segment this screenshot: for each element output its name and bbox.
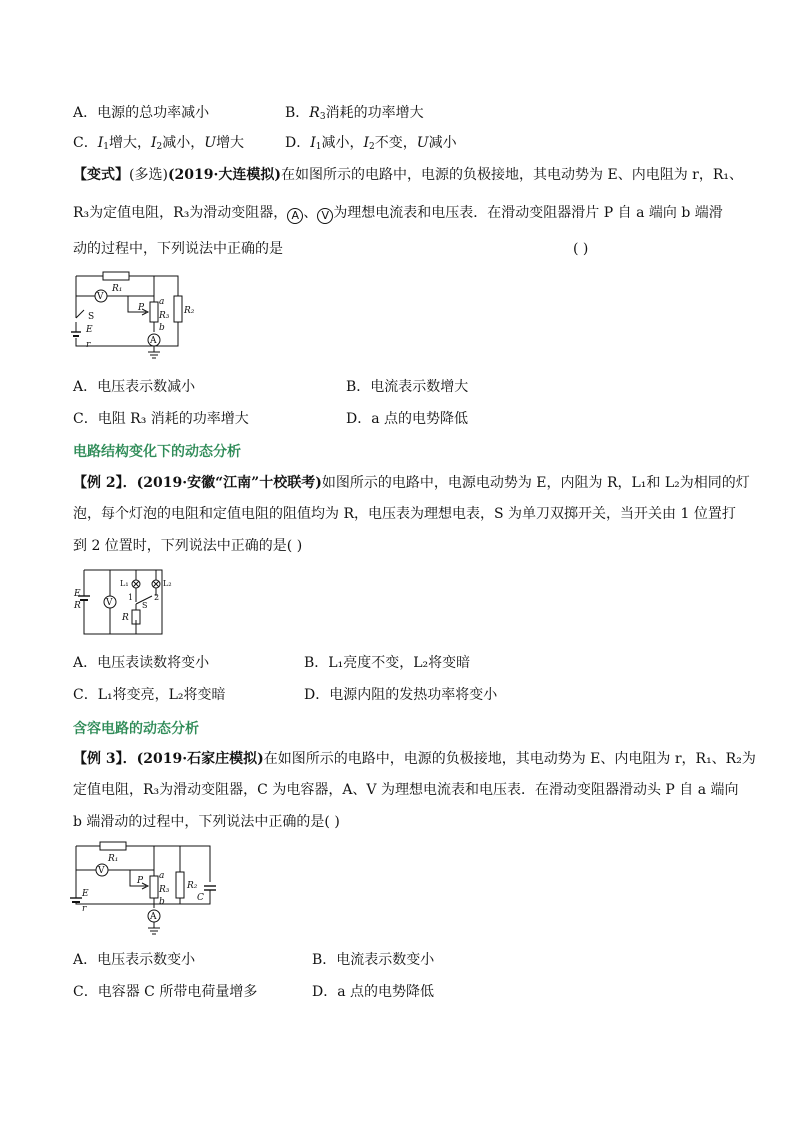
q1-option-a: A．电源的总功率减小 bbox=[73, 105, 210, 121]
r1-label: R₁ bbox=[108, 854, 119, 864]
slider-p-label: P bbox=[138, 303, 145, 313]
voltmeter-label: V bbox=[97, 292, 104, 302]
point-b-label: b bbox=[159, 323, 165, 333]
switch-s-label: S bbox=[88, 312, 95, 322]
point-a-label: a bbox=[159, 297, 165, 307]
section-heading-structure-change: 电路结构变化下的动态分析 bbox=[73, 444, 241, 460]
example3-option-c: C．电容器 C 所带电荷量增多 bbox=[73, 984, 258, 1000]
r1-label: R₁ bbox=[112, 284, 123, 294]
switch-pos-2-label: 2 bbox=[154, 593, 160, 602]
variant-option-b: B．电流表示数增大 bbox=[346, 379, 469, 395]
q1-option-c: C．$I_1$增大，$I_2$减小，U增大 bbox=[73, 135, 245, 152]
example3-option-a: A．电压表示数变小 bbox=[73, 952, 196, 968]
l2-label: L₂ bbox=[163, 579, 172, 588]
r2-label: R₂ bbox=[184, 306, 195, 316]
example2-line-3: 到 2 位置时，下列说法中正确的是( ) bbox=[73, 538, 303, 554]
l1-label: L₁ bbox=[120, 579, 129, 588]
r2-label: R₂ bbox=[187, 881, 198, 891]
emf-e-label: E bbox=[82, 889, 89, 899]
r3-label: R₃ bbox=[159, 311, 170, 321]
ammeter-symbol: A bbox=[287, 208, 303, 224]
circuit-diagram-1 bbox=[70, 266, 200, 366]
emf-e-label: E bbox=[74, 589, 81, 599]
circuit-diagram-2 bbox=[70, 566, 180, 638]
point-a-label: a bbox=[159, 871, 165, 881]
q1-option-b: B．$R_3$消耗的功率增大 bbox=[285, 105, 424, 122]
emf-e-label: E bbox=[86, 325, 93, 335]
switch-pos-1-label: 1 bbox=[128, 593, 134, 602]
slider-p-label: P bbox=[137, 876, 144, 886]
example2-option-b: B．L₁亮度不变，L₂将变暗 bbox=[304, 655, 471, 671]
point-b-label: b bbox=[159, 897, 165, 907]
resistor-r-label: R bbox=[122, 613, 129, 623]
variant-line-2: R₃为定值电阻，R₃为滑动变阻器， A 、 V 为理想电流表和电压表．在滑动变阻器滑片 P 自 a 端向 b 端滑 bbox=[73, 205, 723, 222]
example3-line-1: 【例 3】．(2019·石家庄模拟)在如图所示的电路中，电源的负极接地，其电动势为 E、内电阻为 r，R₁、R₂为 bbox=[73, 751, 756, 767]
example3-option-b: B．电流表示数变小 bbox=[312, 952, 435, 968]
variant-line-3: 动的过程中，下列说法中正确的是 bbox=[73, 241, 283, 257]
example2-option-d: D．电源内阻的发热功率将变小 bbox=[304, 687, 498, 703]
circuit-diagram-3 bbox=[70, 838, 220, 942]
internal-r-label: R bbox=[74, 601, 81, 611]
example3-line-2: 定值电阻，R₃为滑动变阻器，C 为电容器，A、V 为理想电流表和电压表．在滑动变阻器滑动头 P 自 a 端向 bbox=[73, 782, 739, 798]
voltmeter-label: V bbox=[98, 866, 105, 876]
r3-label: R₃ bbox=[159, 885, 170, 895]
switch-s-label: S bbox=[142, 601, 148, 610]
capacitor-c-label: C bbox=[197, 893, 204, 903]
variant-option-c: C．电阻 R₃ 消耗的功率增大 bbox=[73, 411, 249, 427]
variant-answer-paren: ( ) bbox=[573, 241, 589, 257]
variant-line-1: 【变式】(多选)(2019·大连模拟)在如图所示的电路中，电源的负极接地，其电动势为 E、内电阻为 r，R₁、 bbox=[73, 167, 743, 183]
example3-line-3: b 端滑动的过程中，下列说法中正确的是( ) bbox=[73, 814, 340, 830]
variant-option-d: D．a 点的电势降低 bbox=[346, 411, 469, 427]
example2-option-c: C．L₁将变亮，L₂将变暗 bbox=[73, 687, 226, 703]
voltmeter-label: V bbox=[106, 598, 113, 608]
example2-option-a: A．电压表读数将变小 bbox=[73, 655, 210, 671]
ammeter-label: A bbox=[150, 912, 157, 922]
example2-line-2: 泡，每个灯泡的电阻和定值电阻的阻值均为 R，电压表为理想电表，S 为单刀双掷开关，当开关由 1 位置打 bbox=[73, 506, 736, 522]
resistance-r-label: r bbox=[82, 904, 87, 914]
q1-option-d: D．$I_1$减小，$I_2$不变，U减小 bbox=[285, 135, 457, 152]
example2-line-1: 【例 2】．(2019·安徽“江南”十校联考)如图所示的电路中，电源电动势为 E，内阻为 R，L₁和 L₂为相同的灯 bbox=[73, 475, 750, 491]
variant-option-a: A．电压表示数减小 bbox=[73, 379, 196, 395]
section-heading-capacitor-circuit: 含容电路的动态分析 bbox=[73, 721, 199, 737]
voltmeter-symbol: V bbox=[317, 208, 333, 224]
example3-option-d: D．a 点的电势降低 bbox=[312, 984, 435, 1000]
ammeter-label: A bbox=[150, 336, 157, 346]
resistance-r-label: r bbox=[86, 340, 91, 350]
